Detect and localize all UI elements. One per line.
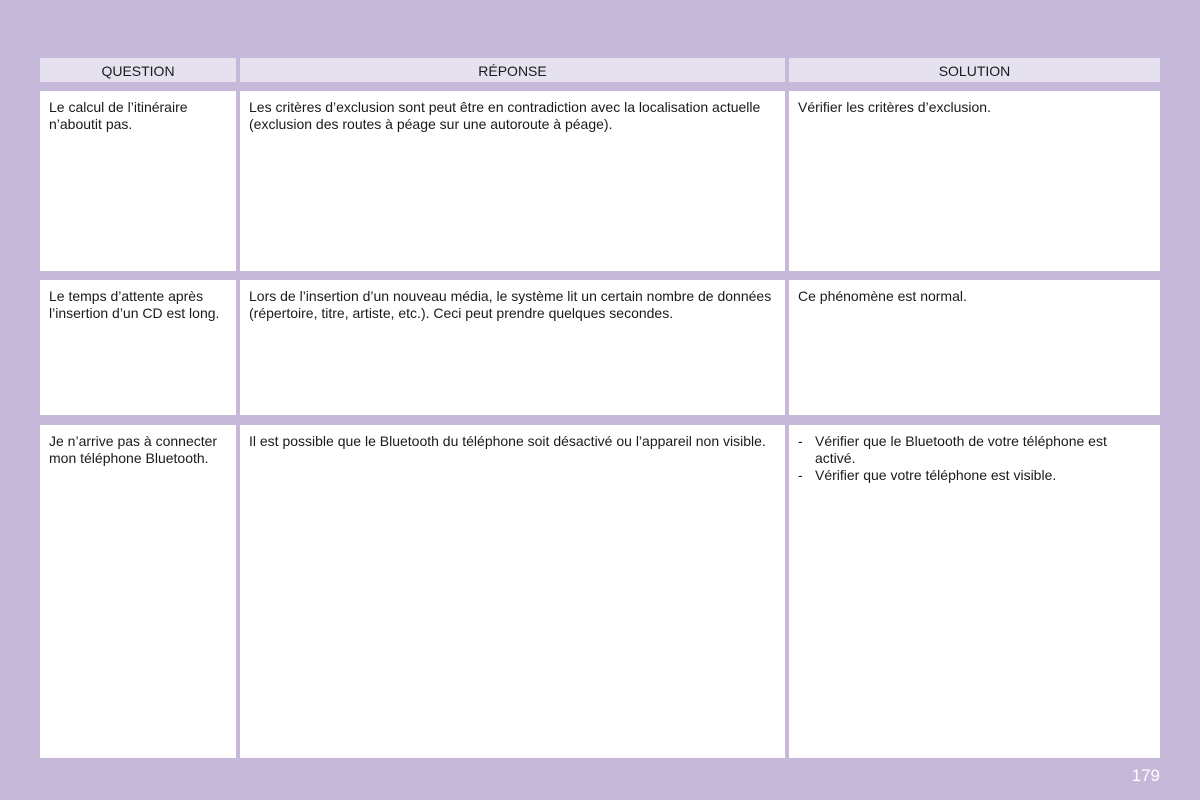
- row-3-question: Je n’arrive pas à connecter mon téléphone Bluetooth.: [40, 425, 236, 758]
- row-1-question: Le calcul de l’itinéraire n’aboutit pas.: [40, 91, 236, 271]
- dash-bullet: -: [798, 433, 803, 449]
- row-2-solution: Ce phénomène est normal.: [789, 280, 1160, 415]
- row-2-response: Lors de l’insertion d’un nouveau média, le système lit un certain nombre de données (répertoire, titre, artiste, etc.). Ceci peut prendre quelques secondes.: [240, 280, 785, 415]
- solution-list-item: [798, 433, 1151, 467]
- solution-list: [798, 433, 1151, 484]
- header-solution: SOLUTION: [789, 58, 1160, 82]
- row-1-response: Les critères d’exclusion sont peut être en contradiction avec la localisation actuelle (exclusion des routes à péage sur une autoroute à péage).: [240, 91, 785, 271]
- page-number: 179: [1131, 766, 1160, 785]
- header-response: RÉPONSE: [240, 58, 785, 82]
- dash-bullet: -: [798, 467, 803, 483]
- row-1-solution: Vérifier les critères d’exclusion.: [789, 91, 1160, 271]
- row-3-solution: [789, 425, 1160, 758]
- solution-item-text: Vérifier que le Bluetooth de votre téléphone est activé.: [815, 433, 1107, 466]
- solution-item-text: Vérifier que votre téléphone est visible.: [815, 467, 1057, 483]
- row-3-response: Il est possible que le Bluetooth du téléphone soit désactivé ou l’appareil non visible.: [240, 425, 785, 758]
- row-2-question: Le temps d’attente après l’insertion d’un CD est long.: [40, 280, 236, 415]
- header-question: QUESTION: [40, 58, 236, 82]
- solution-list-item: [798, 467, 1151, 484]
